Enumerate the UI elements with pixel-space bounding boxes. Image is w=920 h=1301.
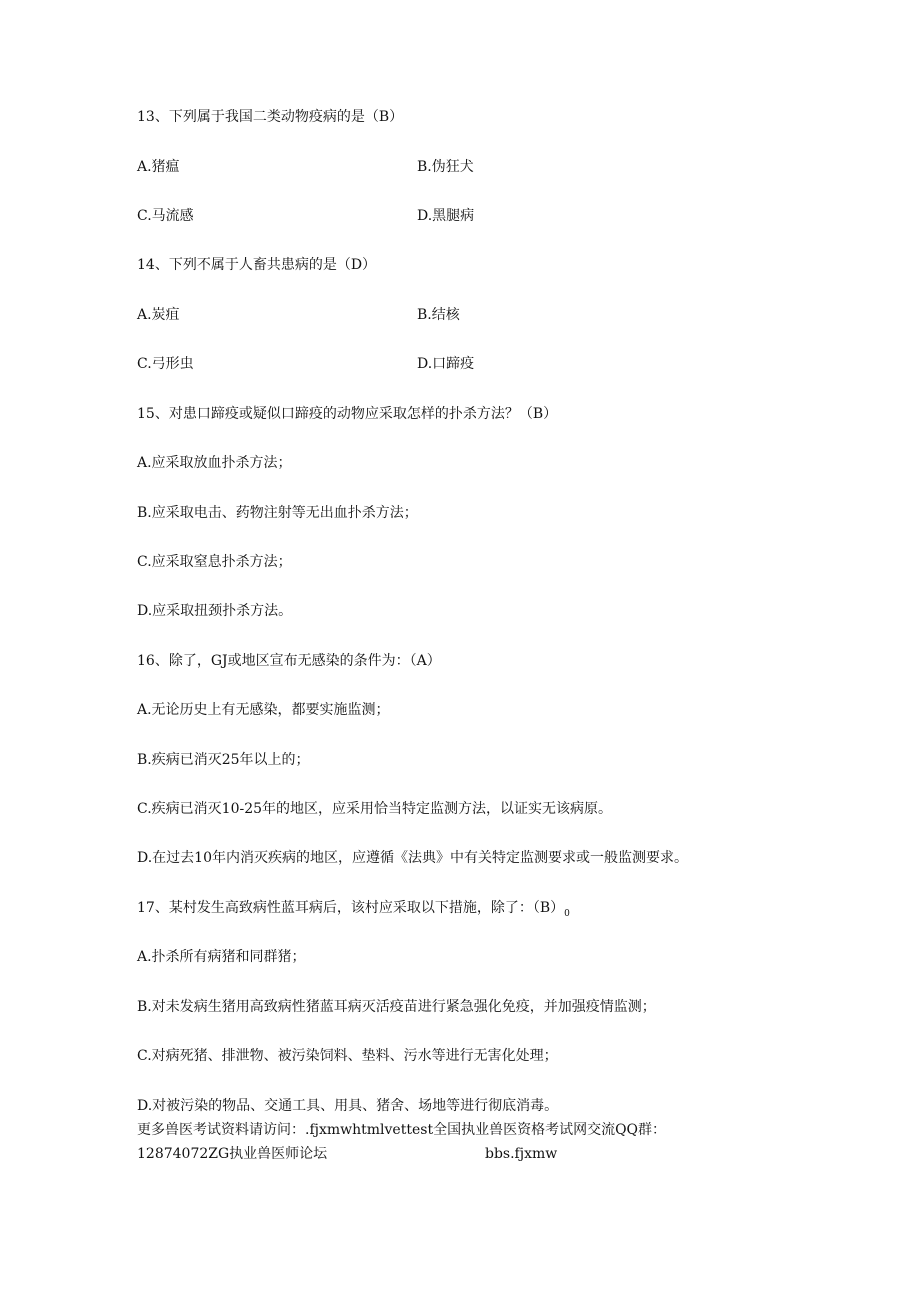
question-14-stem: 14、下列不属于人畜共患病的是（D） [137,257,377,273]
question-15-option-a: A.应采取放血扑杀方法； [137,455,292,471]
question-13-option-a: A.猪瘟 [137,159,180,175]
question-16-option-b: B.疾病已消灭25年以上的； [137,752,310,768]
question-14-options-row-2 [137,355,475,373]
question-17-option-c: C.对病死猪、排泄物、被污染饲料、垫料、污水等进行无害化处理； [137,1048,558,1064]
question-13-options-row-1 [137,158,474,176]
question-15-option-d: D.应采取扭颈扑杀方法。 [137,603,293,619]
question-14-options-row-1 [137,306,460,324]
question-13-options-row-2 [137,207,475,225]
question-14-option-c: C.弓形虫 [137,356,194,372]
question-14-option-a: A.炭疽 [137,307,180,323]
question-13-option-d: D.黑腿病 [417,208,475,224]
question-16-option-a: A.无论历史上有无感染，都要实施监测； [137,702,390,718]
question-17-option-d: D.对被污染的物品、交通工具、用具、猪舍、场地等进行彻底消毒。 [137,1098,559,1114]
question-15-option-c: C.应采取窒息扑杀方法； [137,554,292,570]
question-14-option-b: B.结核 [417,307,460,323]
question-13-option-c: C.马流感 [137,208,194,224]
footer-line-1: 更多兽医考试资料请访问：.fjxmwhtmlvettest全国执业兽医资格考试网交流QQ群： [137,1122,667,1138]
question-17-option-a: A.扑杀所有病猪和同群猪； [137,949,306,965]
question-13-option-b: B.伪狂犬 [417,159,474,175]
question-17-option-b: B.对未发病生猪用高致病性猪蓝耳病灭活疫苗进行紧急强化免疫，并加强疫情监测； [137,999,656,1015]
question-16-option-c: C.疾病已消灭10-25年的地区，应采用恰当特定监测方法，以证实无该病原。 [137,801,613,817]
footer-line-2 [137,1145,558,1163]
question-15-stem: 15、对患口蹄疫或疑似口蹄疫的动物应采取怎样的扑杀方法？（B） [137,406,558,422]
question-17-stem-suffix: 0 [564,908,570,919]
question-16-stem: 16、除了，GJ或地区宣布无感染的条件为：（A） [137,653,441,669]
footer-forum-url: bbs.fjxmw [485,1146,558,1162]
question-13-stem: 13、下列属于我国二类动物疫病的是（B） [137,109,404,125]
question-17-stem-line [137,899,570,923]
question-14-option-d: D.口蹄疫 [417,356,475,372]
footer-forum-label: 12874072ZG执业兽医师论坛 [137,1146,328,1162]
question-17-stem: 17、某村发生高致病性蓝耳病后，该村应采取以下措施，除了：（B） [137,900,565,916]
question-15-option-b: B.应采取电击、药物注射等无出血扑杀方法； [137,505,418,521]
question-16-option-d: D.在过去10年内消灭疾病的地区，应遵循《法典》中有关特定监测要求或一般监测要求。 [137,850,688,866]
